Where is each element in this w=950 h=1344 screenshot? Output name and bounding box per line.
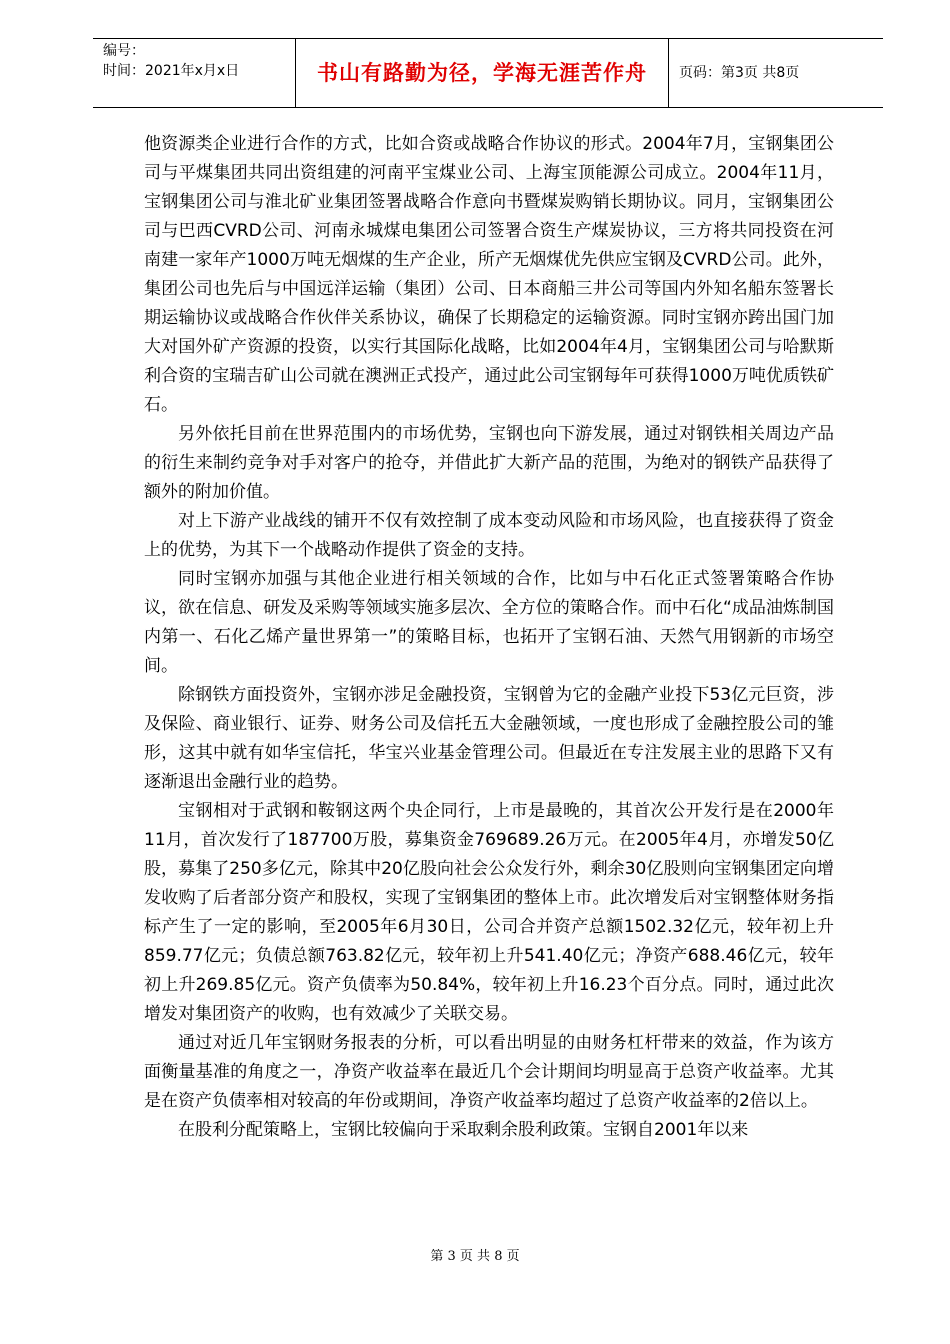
paragraph: 另外依托目前在世界范围内的市场优势，宝钢也向下游发展，通过对钢铁相关周边产品的衍生来制约竞争对手对客户的抢夺，并借此扩大新产品的范围，为绝对的钢铁产品获得了额外的附加价值。 — [144, 424, 834, 502]
header-divider — [668, 39, 669, 107]
paragraph: 除钢铁方面投资外，宝钢亦涉足金融投资，宝钢曾为它的金融产业投下53亿元巨资，涉及保险、商业银行、证券、财务公司及信托五大金融领域，一度也形成了金融控股公司的雏形，这其中就有如华宝信托，华宝兴业基金管理公司。但最近在专注发展主业的思路下又有逐渐退出金融行业的趋势。 — [144, 685, 834, 792]
header-meta — [103, 41, 239, 81]
page-header — [93, 38, 883, 108]
header-page-code: 页码：第3页 共8页 — [679, 65, 800, 81]
document-time-label: 时间：2021年x月x日 — [103, 63, 240, 79]
header-motto: 书山有路勤为径，学海无涯苦作舟 — [317, 61, 647, 85]
paragraph: 他资源类企业进行合作的方式，比如合资或战略合作协议的形式。2004年7月，宝钢集团公司与平煤集团共同出资组建的河南平宝煤业公司、上海宝顶能源公司成立。2004年11月，宝钢集团公司与淮北矿业集团签署战略合作意向书暨煤炭购销长期协议。同月，宝钢集团公司与巴西CVRD公司、河南永城煤电集团公司签署合资生产煤炭协议，三方将共同投资在河南建一家年产1000万吨无烟煤的生产企业，所产无烟煤优先供应宝钢及CVRD公司。此外，集团公司也先后与中国远洋运输（集团）公司、日本商船三井公司等国内外知名船东签署长期运输协议或战略合作伙伴关系协议，确保了长期稳定的运输资源。同时宝钢亦跨出国门加大对国外矿产资源的投资，以实行其国际化战略，比如2004年4月，宝钢集团公司与哈默斯利合资的宝瑞吉矿山公司就在澳洲正式投产，通过此公司宝钢每年可获得1000万吨优质铁矿石。 — [144, 134, 834, 415]
paragraph: 在股利分配策略上，宝钢比较偏向于采取剩余股利政策。宝钢自2001年以来 — [178, 1120, 749, 1140]
paragraph: 对上下游产业战线的铺开不仅有效控制了成本变动风险和市场风险，也直接获得了资金上的优势，为其下一个战略动作提供了资金的支持。 — [144, 511, 834, 560]
paragraph: 同时宝钢亦加强与其他企业进行相关领域的合作，比如与中石化正式签署策略合作协议，欲在信息、研发及采购等领域实施多层次、全方位的策略合作。而中石化“成品油炼制国内第一、石化乙烯产量世界第一”的策略目标，也拓开了宝钢石油、天然气用钢新的市场空间。 — [144, 569, 834, 676]
page-footer: 第 3 页 共 8 页 — [430, 1249, 520, 1264]
document-code-label: 编号： — [103, 43, 145, 59]
paragraph: 宝钢相对于武钢和鞍钢这两个央企同行，上市是最晚的，其首次公开发行是在2000年11月，首次发行了187700万股，募集资金769689.26万元。在2005年4月，亦增发50亿股，募集了250多亿元，除其中20亿股向社会公众发行外，剩余30亿股则向宝钢集团定向增发收购了后者部分资产和股权，实现了宝钢集团的整体上市。此次增发后对宝钢整体财务指标产生了一定的影响，至2005年6月30日，公司合并资产总额1502.32亿元，较年初上升859.77亿元；负债总额763.82亿元，较年初上升541.40亿元；净资产688.46亿元，较年初上升269.85亿元。资产负债率为50.84%，较年初上升16.23个百分点。同时，通过此次增发对集团资产的收购，也有效减少了关联交易。 — [144, 801, 834, 1024]
document-body — [144, 130, 834, 1145]
paragraph: 通过对近几年宝钢财务报表的分析，可以看出明显的由财务杠杆带来的效益，作为该方面衡量基准的角度之一，净资产收益率在最近几个会计期间均明显高于总资产收益率。尤其是在资产负债率相对较高的年份或期间，净资产收益率均超过了总资产收益率的2倍以上。 — [144, 1033, 834, 1111]
